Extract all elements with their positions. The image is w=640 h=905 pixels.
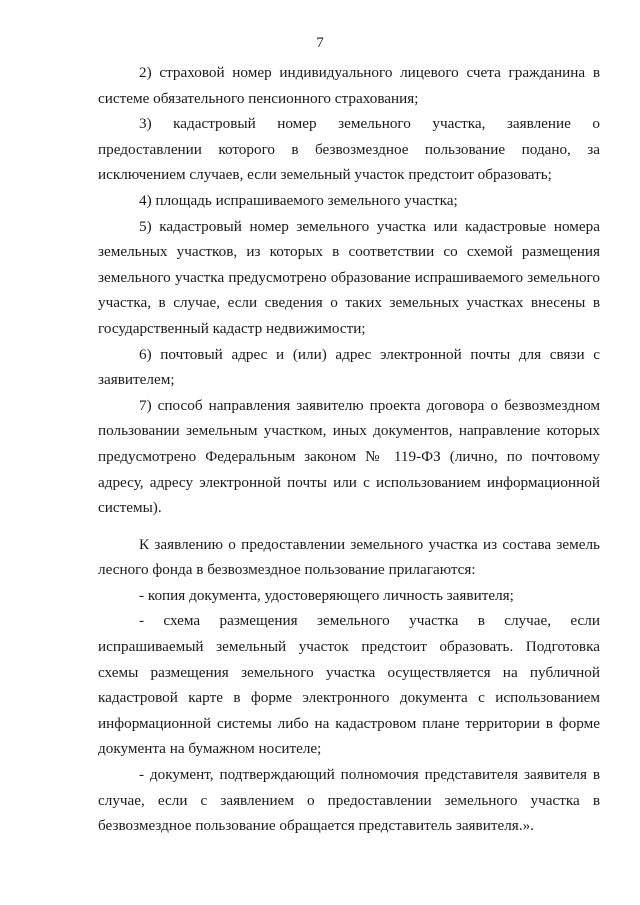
paragraph-attachment-scheme: - схема размещения земельного участка в случае, если испрашиваемый земельный участок предстоит образовать. Подготовка схемы размещения земельного участка осуществляется на публичной кадастровой карте в форме электронного документа с использованием информационной системы либо на кадастровом плане территории в форме документа на бумажном носителе;: [98, 612, 600, 758]
paragraph-item-3-cadastral-number: 3) кадастровый номер земельного участка, заявление о предоставлении которого в безвозмездное пользование подано, за исключением случаев, если земельный участок предстоит образовать;: [98, 115, 600, 184]
paragraph-item-2-snils: 2) страховой номер индивидуального лицевого счета гражданина в системе обязательного пенсионного страхования;: [98, 64, 600, 107]
document-body: [98, 60, 600, 839]
paragraph-item-4-area: 4) площадь испрашиваемого земельного участка;: [139, 191, 458, 209]
paragraph-item-6-address: 6) почтовый адрес и (или) адрес электронной почты для связи с заявителем;: [98, 345, 600, 389]
paragraph-attachment-id-copy: - копия документа, удостоверяющего личность заявителя;: [139, 586, 514, 604]
paragraph-attachment-authority: - документ, подтверждающий полномочия представителя заявителя в случае, если с заявлением о предоставлении земельного участка в безвозмездное пользование обращается представитель заявителя.».: [98, 766, 600, 835]
paragraph-item-7-delivery-method: 7) способ направления заявителю проекта договора о безвозмездном пользовании земельным участком, иных документов, направление которых предусмотрено Федеральным законом № 119-ФЗ (лично, по почтовому адресу, адресу электронной почты или с использованием информационной системы).: [98, 396, 600, 517]
page-number: 7: [316, 35, 324, 51]
paragraph-item-5-cadastral-numbers: 5) кадастровый номер земельного участка или кадастровые номера земельных участков, из которых в соответствии со схемой размещения земельного участка предусмотрено образование испрашиваемого земельного участка, в случае, если сведения о таких земельных участках внесены в государственный кадастр недвижимости;: [98, 217, 600, 337]
paragraph-attachments-intro: К заявлению о предоставлении земельного участка из состава земель лесного фонда в безвозмездное пользование прилагаются:: [98, 535, 600, 579]
